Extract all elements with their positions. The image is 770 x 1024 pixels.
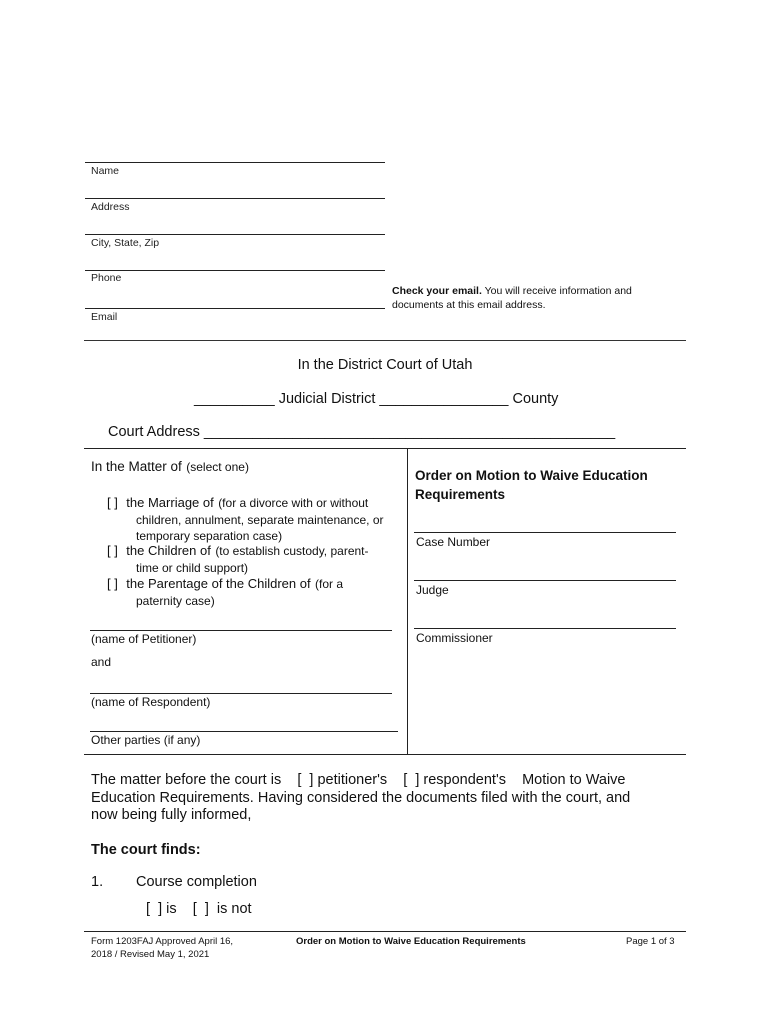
option-note-cont: temporary separation case) <box>136 529 283 543</box>
footer-title: Order on Motion to Waive Education Requirements <box>296 936 526 947</box>
body-paragraph <box>91 772 630 825</box>
city-line[interactable] <box>85 234 385 235</box>
case-number-label: Case Number <box>416 535 491 549</box>
option-note: (to establish custody, parent- <box>215 544 369 558</box>
petitioner-label: (name of Petitioner) <box>91 632 197 646</box>
order-title <box>415 466 648 504</box>
caption-bottom-line <box>84 754 686 755</box>
item-label: Course completion <box>136 874 257 890</box>
footer-form-line2: 2018 / Revised May 1, 2021 <box>91 948 210 960</box>
court-address-label: Court Address <box>108 424 200 440</box>
city-label: City, State, Zip <box>91 237 160 249</box>
option-note-cont: time or child support) <box>136 561 249 575</box>
address-line[interactable] <box>85 198 385 199</box>
caption-top-line <box>84 448 686 449</box>
order-title-line2: Requirements <box>415 487 506 502</box>
county-blank[interactable]: ________________ <box>379 391 509 407</box>
item-options[interactable]: [ ] is [ ] is not <box>146 901 252 917</box>
matter-heading-note: (select one) <box>186 460 249 474</box>
checkbox[interactable]: [ ] <box>107 576 118 591</box>
and-label: and <box>91 655 112 669</box>
footer-page: Page 1 of 3 <box>626 936 675 947</box>
court-address-blank[interactable]: ___________________________________________________ <box>203 424 616 440</box>
matter-option-marriage[interactable] <box>107 494 402 544</box>
name-line[interactable] <box>85 162 385 163</box>
option-note-cont: paternity case) <box>136 594 215 608</box>
phone-line[interactable] <box>85 270 385 271</box>
court-title: In the District Court of Utah <box>297 357 473 373</box>
body-line3: now being fully informed, <box>91 807 252 823</box>
footer-form-info <box>91 936 233 961</box>
address-label: Address <box>91 201 130 213</box>
commissioner-label: Commissioner <box>416 631 493 645</box>
judge-label: Judge <box>416 583 449 597</box>
footer-form-line1: Form 1203FAJ Approved April 16, <box>91 936 234 947</box>
item-number: 1. <box>91 874 104 890</box>
email-note-line1: You will receive information and <box>484 285 632 297</box>
other-parties-line[interactable] <box>90 731 398 732</box>
footer-divider <box>84 931 686 932</box>
option-label: the Children of <box>126 543 211 558</box>
order-title-line1: Order on Motion to Waive Education <box>415 468 648 483</box>
court-finds-heading: The court finds: <box>91 842 201 858</box>
header-divider <box>84 340 686 341</box>
district-blank[interactable]: __________ <box>194 391 275 407</box>
respondent-label: (name of Respondent) <box>91 695 211 709</box>
option-label: the Parentage of the Children of <box>126 576 311 591</box>
other-parties-label: Other parties (if any) <box>91 733 201 747</box>
caption-vertical-divider <box>407 448 408 754</box>
respondent-line[interactable] <box>90 693 392 694</box>
judge-line[interactable] <box>414 580 676 581</box>
county-label: County <box>512 391 559 407</box>
petitioner-line[interactable] <box>90 630 392 631</box>
district-label: Judicial District <box>278 391 376 407</box>
commissioner-line[interactable] <box>414 628 676 629</box>
option-note: (for a <box>315 577 344 591</box>
case-number-line[interactable] <box>414 532 676 533</box>
option-note: (for a divorce with or without <box>218 496 369 510</box>
matter-option-parentage[interactable] <box>107 575 407 609</box>
email-line[interactable] <box>85 308 385 309</box>
body-line2: Education Requirements. Having considered the documents filed with the court, and <box>91 789 631 806</box>
phone-label: Phone <box>91 272 122 284</box>
court-address-row <box>108 424 615 440</box>
checkbox[interactable]: [ ] <box>107 495 118 510</box>
email-note <box>392 284 632 312</box>
option-label: the Marriage of <box>126 495 214 510</box>
body-line1: The matter before the court is [ ] petitioner's [ ] respondent's Motion to Waive <box>91 772 626 788</box>
matter-heading <box>91 458 249 476</box>
email-note-bold: Check your email. <box>392 285 482 297</box>
email-note-line2: documents at this email address. <box>392 299 546 311</box>
matter-option-children[interactable] <box>107 542 407 576</box>
checkbox[interactable]: [ ] <box>107 543 118 558</box>
district-row <box>194 391 558 407</box>
option-note-cont: children, annulment, separate maintenance, or <box>136 513 384 527</box>
matter-heading-text: In the Matter of <box>91 459 182 474</box>
name-label: Name <box>91 165 120 177</box>
email-label: Email <box>91 311 118 323</box>
